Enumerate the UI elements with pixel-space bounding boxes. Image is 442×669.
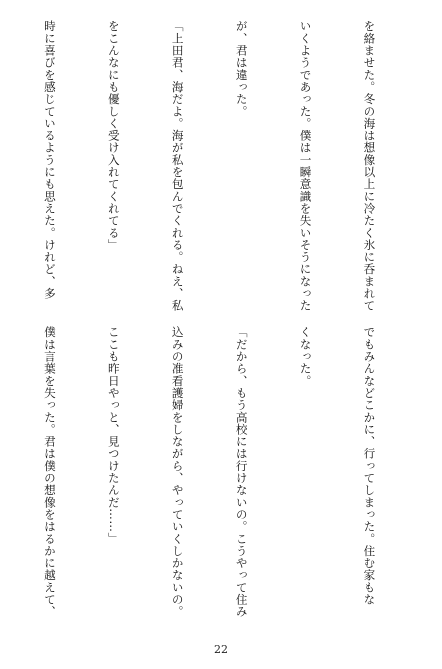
text-line: が、君は違った。 xyxy=(234,20,249,118)
text-line: をこんなにも優しく受け入れてくれてる」 xyxy=(106,20,121,251)
text-line: ここも昨日やっと、見つけたんだ……」 xyxy=(106,326,121,545)
text-block-top xyxy=(0,20,422,310)
page-number: 22 xyxy=(214,643,228,656)
text-line: でもみんなどこかに、行ってしまった。住む家もな xyxy=(362,326,377,606)
text-line: を絡ませた。冬の海は想像以上に冷たく氷に呑まれて xyxy=(362,20,377,312)
text-line: 時に喜びを感じているようにも思えた。けれど、多 xyxy=(42,20,57,300)
text-line: 込みの准看護婦をしながら、やっていくしかないの。 xyxy=(170,326,185,618)
text-line: 僕は言葉を失った。君は僕の想像をはるかに越えて、 xyxy=(42,326,57,618)
text-line: 「上田君、海だよ。海が私を包んでくれる。ねえ、私 xyxy=(170,20,185,312)
text-line: いくようであった。僕は一瞬意識を失いそうになった xyxy=(298,20,313,312)
text-block-bottom xyxy=(0,326,422,618)
text-line: くなった。 xyxy=(298,326,313,387)
text-line: 「だから、もう高校には行けないの。こうやって住み xyxy=(234,326,249,618)
